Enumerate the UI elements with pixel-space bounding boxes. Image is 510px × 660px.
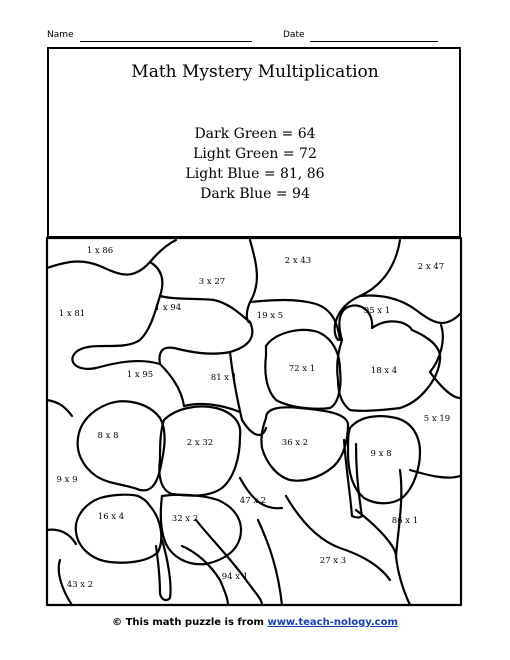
- problem-label: 72 x 1: [288, 364, 316, 374]
- footer-text: © This math puzzle is from: [112, 617, 268, 628]
- teachnology-link[interactable]: www.teach-nology.com: [267, 617, 398, 628]
- region-line: [160, 240, 257, 364]
- problem-label: 2 x 43: [284, 256, 312, 266]
- problem-label: 81 x 1: [210, 373, 238, 383]
- problem-label: 1 x 95: [126, 370, 154, 380]
- problem-label: 1 x 94: [154, 303, 182, 313]
- problem-label: 47 x 2: [239, 496, 267, 506]
- problem-label: 32 x 2: [171, 514, 199, 524]
- region-line: [286, 496, 390, 580]
- problem-label: 43 x 2: [66, 580, 94, 590]
- shamrock-leaf: [337, 305, 440, 410]
- problem-label: 2 x 47: [417, 262, 445, 272]
- shamrock-stem: [344, 440, 362, 518]
- problem-label: 1 x 86: [86, 246, 114, 256]
- problem-label: 86 x 1: [391, 516, 419, 526]
- problem-label: 95 x 1: [363, 306, 391, 316]
- shamrock-leaf: [161, 495, 241, 564]
- region-line: [258, 520, 282, 605]
- footer-credit: [0, 617, 510, 628]
- problem-label: 16 x 4: [97, 512, 125, 522]
- problem-label: 19 x 5: [256, 311, 284, 321]
- shamrock-leaf: [76, 495, 162, 563]
- problem-label: 18 x 4: [370, 366, 398, 376]
- region-line: [335, 240, 400, 340]
- color-key-dark-green: Dark Green = 64: [194, 126, 316, 142]
- region-line: [160, 364, 184, 406]
- color-key-light-green: Light Green = 72: [193, 146, 317, 162]
- problem-label: 8 x 8: [97, 431, 119, 441]
- problem-label: 9 x 8: [370, 449, 392, 459]
- problem-label: 9 x 9: [56, 475, 78, 485]
- name-label: Name: [47, 30, 74, 40]
- color-key-light-blue: Light Blue = 81, 86: [185, 166, 325, 182]
- problem-label: 36 x 2: [281, 438, 309, 448]
- problem-label: 2 x 32: [186, 438, 214, 448]
- problem-label: 3 x 27: [198, 277, 226, 287]
- region-line: [230, 352, 266, 435]
- shamrock-leaf: [78, 401, 165, 490]
- problem-label: 5 x 19: [423, 414, 451, 424]
- region-line: [72, 262, 162, 369]
- date-label: Date: [283, 30, 305, 40]
- color-key-dark-blue: Dark Blue = 94: [200, 186, 310, 202]
- problem-label: 94 x 1: [221, 572, 249, 582]
- problem-label: 1 x 81: [58, 309, 86, 319]
- shamrock-leaf: [159, 407, 240, 496]
- region-line: [47, 400, 72, 416]
- region-line: [47, 530, 76, 544]
- puzzle-title: Math Mystery Multiplication: [131, 62, 379, 82]
- problem-label: 27 x 3: [319, 556, 347, 566]
